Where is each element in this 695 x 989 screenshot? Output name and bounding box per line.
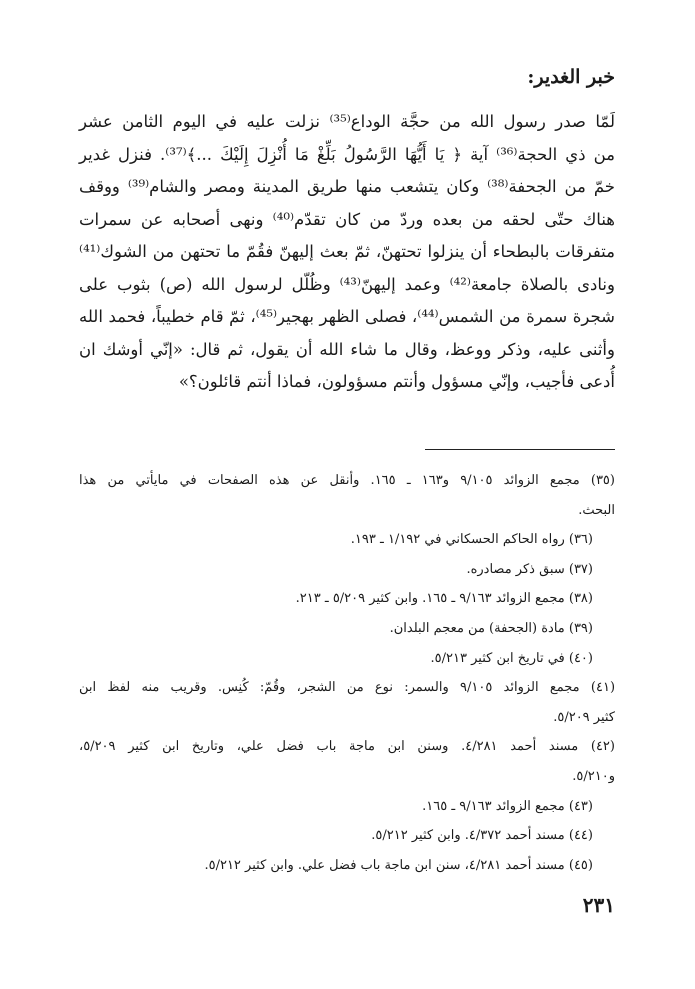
footnote-40: (٤٠) في تاريخ ابن كثير ٥/٢١٣. — [430, 650, 593, 666]
body-line: هناك حتّى لحقه من بعده وردّ من كان تقدّم⁽⁴⁰⁾ ونهى أصحابه عن سمرات — [79, 209, 615, 229]
footnote-35: (٣٥) مجمع الزوائد ٩/١٠٥ و١٦٣ ـ ١٦٥. وأنقل عن هذه الصفحات في مايأتي من هذا — [79, 473, 615, 488]
body-line: من ذي الحجة⁽³⁶⁾ آية ﴿ يَا أَيُّهَا الرَّسُولُ بَلِّغْ مَا أُنْزِلَ إِلَيْكَ ...﴾⁽³⁷⁾. فنزل غدير — [79, 144, 615, 164]
body-line: شجرة سمرة من الشمس⁽⁴⁴⁾، فصلى الظهر بهجير⁽⁴⁵⁾، ثمّ قام خطيباً، فحمد الله — [79, 307, 615, 326]
section-heading: خبر الغدير: — [527, 66, 615, 88]
body-paragraph — [79, 106, 615, 399]
footnote-43: (٤٣) مجمع الزوائد ٩/١٦٣ ـ ١٦٥. — [422, 798, 593, 814]
footnote-divider — [425, 449, 615, 450]
body-line: لَمّا صدر رسول الله من حجَّة الوداع⁽³⁵⁾ نزلت عليه في اليوم الثامن عشر — [79, 112, 615, 131]
footnote-45: (٤٥) مسند أحمد ٤/٢٨١، سنن ابن ماجة باب فضل علي. وابن كثير ٥/٢١٢. — [204, 857, 593, 873]
page-number: ٢٣١ — [582, 893, 615, 917]
footnote-36: (٣٦) رواه الحاكم الحسكاني في ١/١٩٢ ـ ١٩٣. — [350, 532, 593, 548]
body-line: متفرقات بالبطحاء أن ينزلوا تحتهنّ، ثمّ بعث إليهنّ فقُمّ ما تحتهن من الشوك⁽⁴¹⁾ — [79, 242, 615, 261]
footnotes — [79, 466, 615, 880]
body-line: أُدعى فأجيب، وإنّي مسؤول وأنتم مسؤولون، فماذا أنتم قائلون؟» — [178, 372, 615, 391]
footnote-41-continuation: كثير ٥/٢٠٩. — [553, 709, 615, 725]
footnote-35-continuation: البحث. — [578, 502, 615, 518]
footnote-39: (٣٩) مادة (الجحفة) من معجم البلدان. — [389, 620, 593, 636]
footnote-42: (٤٢) مسند أحمد ٤/٢٨١. وسنن ابن ماجة باب فضل علي، وتاريخ ابن كثير ٥/٢٠٩، — [79, 739, 615, 755]
body-line: خمّ من الجحفة⁽³⁸⁾ وكان يتشعب منها طريق المدينة ومصر والشام⁽³⁹⁾ ووقف — [79, 177, 615, 196]
footnote-38: (٣٨) مجمع الزوائد ٩/١٦٣ ـ ١٦٥. وابن كثير ٥/٢٠٩ ـ ٢١٣. — [295, 591, 593, 607]
footnote-44: (٤٤) مسند أحمد ٤/٣٧٢. وابن كثير ٥/٢١٢. — [371, 828, 593, 844]
footnote-37: (٣٧) سبق ذكر مصادره. — [466, 561, 593, 577]
body-line: وأثنى عليه، وذكر ووعظ، وقال ما شاء الله أن يقول، ثم قال: «إنّي أوشك ان — [79, 339, 615, 359]
body-line: ونادى بالصلاة جامعة⁽⁴²⁾ وعمد إليهنّ⁽⁴³⁾ وظُلّل لرسول الله (ص) بثوب على — [79, 274, 615, 294]
footnote-41: (٤١) مجمع الزوائد ٩/١٠٥ والسمر: نوع من الشجر، وقُمّ: كُنِس. وقريب منه لفظ ابن — [79, 680, 616, 696]
footnote-42-continuation: و٥/٢١٠. — [572, 768, 615, 784]
